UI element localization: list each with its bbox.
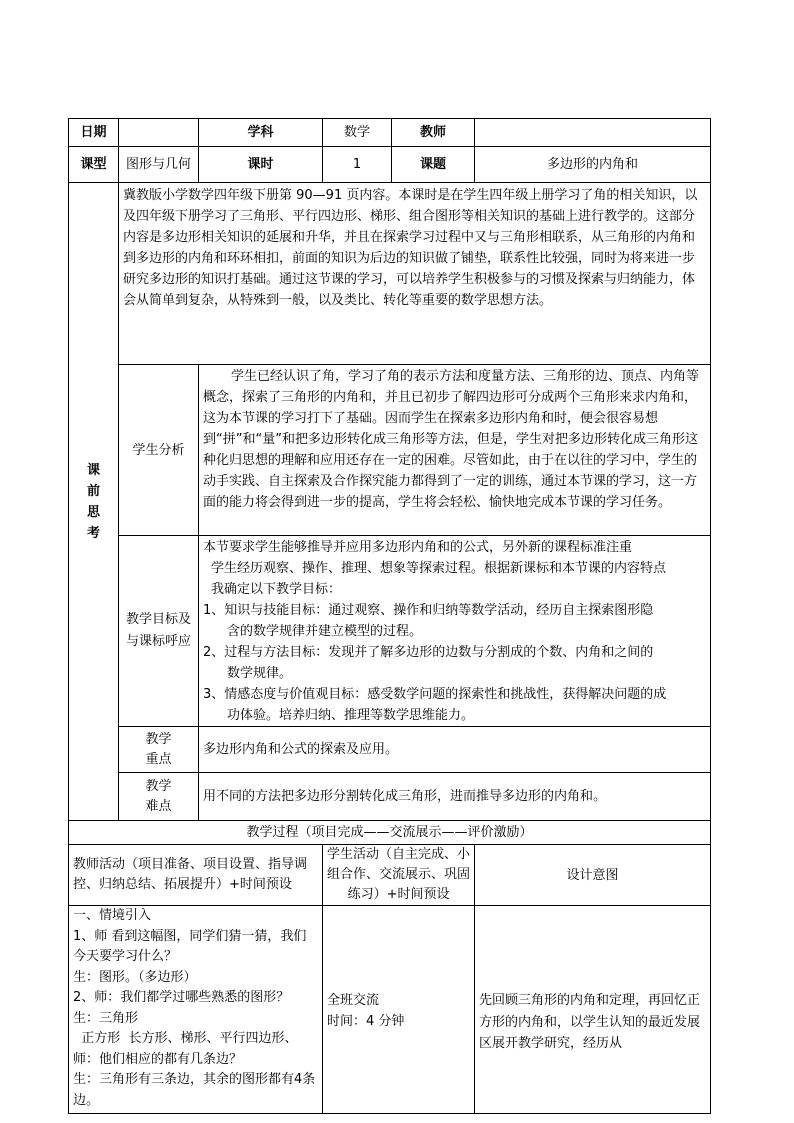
topic-value: 多边形的内角和 [475,147,711,183]
teacher-line-8: 生：三角形有三条边，其余的图形都有4条边。 [73,1072,316,1108]
difficulty-label-line-2: 难点 [145,798,172,814]
teacher-line-2: 1、师 看到这幅图，同学们猜一猜，我们今天要学习什么？ [73,928,307,964]
objective-1a: 1、知识与技能目标：通过观察、操作和归纳等数学活动，经历自主探索图形隐 [203,603,654,618]
lesson-type-value: 图形与几何 [119,147,199,183]
objectives-label: 教学目标及与课标呼应 [119,536,199,727]
teacher-activity-header: 教师活动（项目准备、项目设置、指导调控、归纳总结、拓展提升）+时间预设 [69,845,323,906]
teacher-value [475,119,711,147]
objectives-intro-3: 我确定以下教学目标： [211,582,342,597]
process-content-row [69,906,711,1114]
student-line-2: 时间：4 分钟 [327,1014,405,1029]
teacher-label: 教师 [392,119,475,147]
period-value: 1 [323,147,392,183]
student-analysis-label: 学生分析 [119,365,199,536]
objectives-intro-1: 本节要求学生能够推导并应用多边形内角和的公式，另外新的课程标准注重 [203,540,633,555]
objectives-intro-2: 学生经历观察、操作、推理、想象等探索过程。根据新课标和本节课的内容特点 [211,561,667,576]
key-points-label [119,727,199,773]
objective-3b: 功体验。培养归纳、推理等数学思维能力。 [227,708,475,723]
objectives-row [69,536,711,727]
textbook-analysis-row [69,183,711,365]
side-char-2: 前 [86,483,100,499]
header-row-2 [69,147,711,183]
teacher-line-6: 正方形 长方形、梯形、平行四边形、 [73,1031,298,1046]
topic-label: 课题 [392,147,475,183]
process-title-row [69,821,711,845]
objectives-text [199,536,711,727]
date-value [119,119,199,147]
side-char-3: 思 [86,504,100,520]
key-points-row [69,727,711,773]
objective-2b: 数学规律。 [227,666,293,681]
key-points-text: 多边形内角和公式的探索及应用。 [199,727,711,773]
difficulty-row [69,773,711,821]
lesson-type-label: 课型 [69,147,119,183]
difficulty-label-line-1: 教学 [145,778,172,794]
teacher-activity-cell [69,906,323,1114]
teacher-line-5: 生：三角形 [73,1010,139,1026]
objective-3a: 3、情感态度与价值观目标：感受数学问题的探索性和挑战性，获得解决问题的成 [203,687,667,702]
design-intent-header: 设计意图 [475,845,711,906]
side-char-1: 课 [86,462,100,478]
teacher-line-3: 生：图形。（多边形） [73,969,197,985]
process-header-row [69,845,711,906]
header-row-1 [69,119,711,147]
pre-lesson-side-label [69,183,119,821]
teacher-line-1: 一、情境引入 [73,908,152,923]
student-analysis-text: 学生已经认识了角，学习了角的表示方法和度量方法、三角形的边、顶点、内角等概念，探索了三角形的内角和，并且已初步了解四边形可分成两个三角形来求内角和，这为本节课的学习打下了基础。因而学生在探索多边形内角和时，便会很容易想到“拼”和“量”和把多边形转化成三角形等方法，但是，学生对把多边形转化成三角形这种化归思想的理解和应用还存在一定的困难。尽管如此，由于在以往的学习中，学生的动手实践、自主探索及合作探究能力都得到了一定的训练，通过本节课的学习，这一方面的能力将会得到进一步的提高，学生将会轻松、愉快地完成本节课的学习任务。 [199,365,711,536]
key-label-line-1: 教学 [145,731,172,747]
objective-2a: 2、过程与方法目标：发现并了解多边形的边数与分割成的个数、内角和之间的 [203,645,654,660]
difficulty-label [119,773,199,821]
student-analysis-row [69,365,711,536]
side-char-4: 考 [86,525,100,541]
objective-1b: 含的数学规律并建立模型的过程。 [227,624,423,639]
date-label: 日期 [69,119,119,147]
student-activity-header: 学生活动（自主完成、小组合作、交流展示、巩固练习）+时间预设 [323,845,475,906]
period-label: 课时 [199,147,323,183]
student-line-1: 全班交流 [327,993,380,1008]
lesson-plan-table [68,118,711,1114]
subject-value: 数学 [323,119,392,147]
design-intent-cell: 先回顾三角形的内角和定理，再回忆正方形的内角和，以学生认知的最近发展区展开教学研究，经历从 [475,906,711,1114]
subject-label: 学科 [199,119,323,147]
teacher-line-7: 师：他们相应的都有几条边？ [73,1051,243,1067]
student-activity-cell [323,906,475,1114]
process-title: 教学过程（项目完成——交流展示——评价激励） [69,821,711,845]
key-label-line-2: 重点 [145,751,172,767]
textbook-analysis-text: 冀教版小学数学四年级下册第 90—91 页内容。本课时是在学生四年级上册学习了角的相关知识，以及四年级下册学习了三角形、平行四边形、梯形、组合图形等相关知识的基础上进行教学的。这部分内容是多边形相关知识的延展和升华，并且在探索学习过程中又与三角形相联系，从三角形的内角和到多边形的内角和环环相扣，前面的知识为后边的知识做了铺垫，联系性比较强，同时为将来进一步研究多边形的知识打基础。通过这节课的学习，可以培养学生积极参与的习惯及探索与归纳能力，体会从简单到复杂，从特殊到一般，以及类比、转化等重要的数学思想方法。 [119,183,711,365]
difficulty-text: 用不同的方法把多边形分割转化成三角形，进而推导多边形的内角和。 [199,773,711,821]
teacher-line-4: 2、师：我们都学过哪些熟悉的图形？ [73,990,290,1005]
